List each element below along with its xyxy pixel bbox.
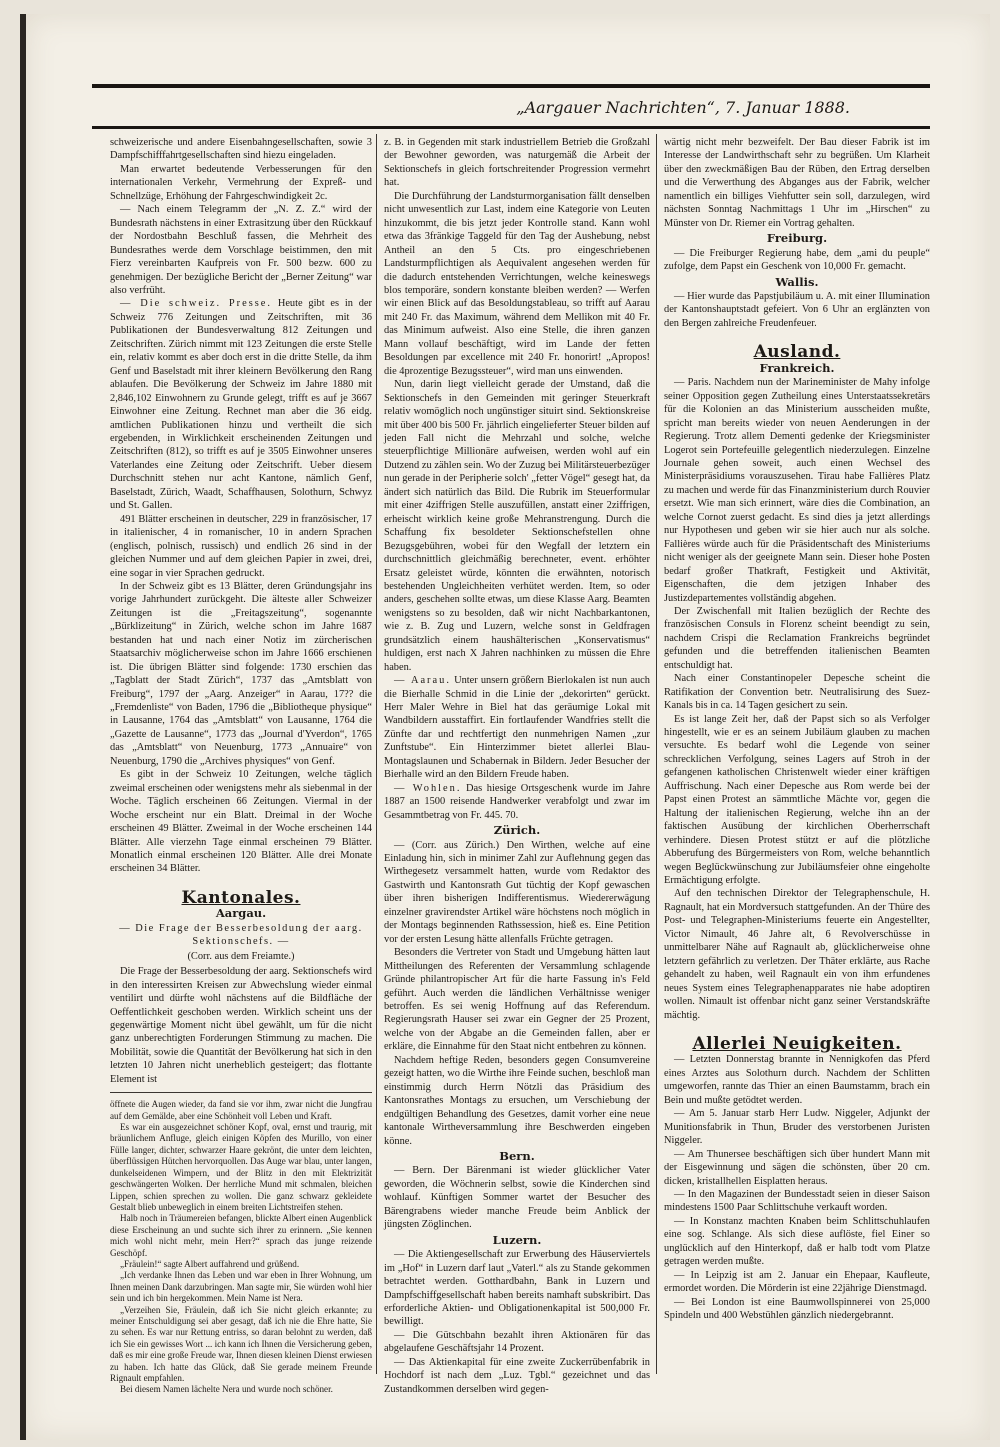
article-paragraph — [384, 674, 650, 782]
article-paragraph: Nach einer Constantinopeler Depesche scheint die Ratifikation der Convention betr. Neutralisirung des Suez-Kanals bis in ca. 14 Tagen gesichert zu sein. — [664, 673, 930, 712]
subheading-luzern: Luzern. — [492, 1232, 542, 1247]
article-paragraph: — In Konstanz machten Knaben beim Schlittschuhlaufen eine sog. Schlange. Als sich diese auflöste, fiel Einer so unglücklich auf den Hinterkopf, daß er halb todt vom Platze getragen werden mußte. — [664, 1215, 930, 1268]
feuilleton-paragraph: öffnete die Augen wieder, da fand sie vor ihm, zwar nicht die Jungfrau auf dem Gemälde, aber eine Schönheit voll Leben und Kraft. — [110, 1099, 372, 1121]
feuilleton-paragraph: Halb noch in Träumereien befangen, blickte Albert einen Augenblick diese Erscheinung an und suchte sich ihrer zu erinnern. „Sie kennen mich wohl nicht mehr, mein Herr?“ sprach das junge reizende Geschöpf. — [110, 1213, 372, 1258]
feuilleton-paragraph: „Ich verdanke Ihnen das Leben und war eben in Ihrer Wohnung, um Ihnen meinen Dank darzubringen. Man sagte mir, Sie würden wohl hier sein und ich bin hergekommen. Mein Name ist Nera. — [110, 1270, 372, 1304]
feuilleton-divider — [110, 1092, 372, 1093]
article-paragraph: Es gibt in der Schweiz 10 Zeitungen, welche täglich zweimal erscheinen oder wenigstens mehr als siebenmal in der Woche. Täglich erscheinen 66 Zeitungen. Viermal in der Woche erscheint nur ein Blatt. Dreimal in der Woche erscheinen 49 Blätter. Zweimal in der Woche erscheinen 144 Blätter. Alle vierzehn Tage einmal erscheinen 79 Blätter. Monatlich einmal erscheinen 120 Blätter. Alle drei Monate erscheinen 34 Blätter. — [110, 769, 372, 875]
column-2 — [384, 136, 650, 1395]
article-paragraph: — Nach einem Telegramm der „N. Z. Z.“ wird der Bundesrath nächstens in einer Extrasitzung über den Rückkauf der Nordostbahn Beschluß fassen, die Mehrheit des Bundesrathes werde dem Vorschlage beistimmen, den mit Fierz vereinbarten Kaufpreis von Fr. 500 bezw. 600 zu genehmigen. Der bezügliche Bericht der „Berner Zeitung“ war also verfrüht. — [110, 204, 372, 296]
masthead-rule-top — [92, 84, 930, 88]
section-heading-neuigkeiten: Allerlei Neuigkeiten. — [692, 1034, 902, 1054]
masthead-title: „Aargauer Nachrichten“, 7. Januar 1888. — [516, 98, 850, 117]
feuilleton-paragraph: „Fräulein!“ sagte Albert auffahrend und grüßend. — [120, 1258, 300, 1269]
article-title: — Die Frage der Besserbesoldung der aarg. Sektionschefs. — — [119, 922, 363, 948]
article-paragraph: — In den Magazinen der Bundesstadt seien in dieser Saison mindestens 1500 Paar Schlittschuhe verkauft worden. — [664, 1188, 930, 1214]
article-text: Unter unsern größern Bierlokalen ist nun auch die Bierhalle Schmid in die Linie der „dekorirten“ gerückt. Herr Maler Wehre in Biel hat das geräumige Lokal mit Wandbildern ausstaffirt. Ein fortlaufender Wandfries stellt die Zünfte dar und rechtfertigt den nunmehrigen Namen „zur Zunftstube“. Ein Hinterzimmer bietet allerlei Blau-Montagslaunen und Schabernak in Bildern. Jeder Besucher der Bierhalle wird an den Bildern Freude haben. — [384, 675, 650, 781]
column-rule-1 — [376, 134, 377, 1374]
masthead-rule-bottom — [92, 126, 930, 129]
article-paragraph: Die Durchführung der Landsturmorganisation fällt denselben nicht unwesentlich zur Last, indem eine Kategorie von Leuten hinzukommt, die bis jetzt jeder Kontrolle stand. Kann wohl etwa das 3fränkige Taggeld für den Tag der Aushebung, nebst Antheil an den 5 Cts. pro eingeschriebenen Landsturmpflichtigen als Aequivalent angesehen werden für die dadurch entstehenden Verrichtungen, welche keineswegs blos temporäre, sondern konstante bleiben werden? — Werfen wir einen Blick auf das Besoldungstableau, so trifft auf Aarau mit 240 Fr. das Maximum, während dem Mellikon mit 40 Fr. das Minimum aufweist. Also eine Stelle, die ihren ganzen Mann vollauf beschäftigt, wird im Lande der fetten Besoldungen par excellence mit 240 Fr. honorirt! „Apropos! die 4prozentige Bezugssteuer“, wird man uns einwenden. — [384, 190, 650, 377]
article-paragraph: — Das Aktienkapital für eine zweite Zuckerrübenfabrik in Hochdorf ist nach dem „Luz. Tgbl.“ gezeichnet und das Zustandkommen derselben wird gegen- — [384, 1356, 650, 1395]
article-paragraph: 491 Blätter erscheinen in deutscher, 229 in französischer, 17 in italienischer, 4 in romanischer, 10 in andern Sprachen (englisch, polnisch, russisch) und endlich 26 sind in der gleichen Nummer und auf dem gleichen Papier in zwei, drei, eine sogar in vier Sprachen gedruckt. — [110, 513, 372, 579]
subheading-wallis: Wallis. — [775, 274, 819, 289]
feuilleton — [110, 1099, 372, 1396]
article-paragraph: — Am 5. Januar starb Herr Ludw. Niggeler, Adjunkt der Munitionsfabrik in Thun, Bruder des verstorbenen Juristen Niggeler. — [664, 1108, 930, 1147]
subheading-frankreich: Frankreich. — [759, 360, 835, 375]
article-paragraph: — Die Freiburger Regierung habe, dem „ami du peuple“ zufolge, dem Papst ein Geschenk von 10,000 Fr. gemacht. — [664, 247, 930, 273]
article-paragraph — [110, 297, 372, 512]
article-paragraph: — Bern. Der Bärenmani ist wieder glücklicher Vater geworden, die Wöchnerin selbst, sowie die Kinderchen sind wohlauf. Künftigen Sommer wartet der Besucher des Bärengrabens wieder manche Freude beim Anblick der jüngsten Zöglinchen. — [384, 1165, 650, 1231]
article-paragraph: — Am Thunersee beschäftigen sich über hundert Mann mit der Eisgewinnung und sägen die schönsten, über 20 cm. dicken, kristallhellen Eisplatten heraus. — [664, 1148, 930, 1187]
article-paragraph: — Letzten Donnerstag brannte in Nennigkofen das Pferd eines Arztes aus Solothurn durch. Nachdem der Schlitten umgeworfen, rannte das Thier an einen Baumstamm, brach ein Bein und mußte getödtet werden. — [664, 1054, 930, 1106]
article-paragraph: — Die Gütschbahn bezahlt ihren Aktionären für das abgelaufene Geschäftsjahr 14 Prozent. — [384, 1329, 650, 1355]
article-lead: — Aarau. — [394, 675, 451, 687]
column-3 — [664, 136, 930, 1376]
article-paragraph: schweizerische und andere Eisenbahngesellschaften, sowie 3 Dampfschifffahrtgesellschaften sind hiezu eingeladen. — [110, 137, 372, 162]
article-paragraph: Auf den technischen Direktor der Telegraphenschule, H. Ragnault, hat ein Mordversuch stattgefunden. An der Thüre des Post- und Telegraphen-Ministeriums feuerte ein Angestellter, Victor Nimault, 46 Jahre alt, 6 Revolverschüsse in unmittelbarer Nähe auf Ragnault ab, glücklicherweise ohne letztern gefährlich zu verletzen. Der Thäter erklärte, aus Rache gehandelt zu haben, weil Ragnault ein von ihm erfundenes neues System eines Telegraphenapparates nie habe adoptiren wollen. Nimault ist offenbar nicht ganz seiner Verstandskräfte mächtig. — [664, 888, 930, 1021]
byline: (Corr. aus dem Freiamte.) — [187, 950, 295, 962]
subheading-zuerich: Zürich. — [493, 823, 541, 838]
article-paragraph: Besonders die Vertreter von Stadt und Umgebung hätten laut Mittheilungen des Referenten der Versammlung schlagende Gründe philantropischer Art für die harte Fassung in's Feld geführt. Auch werden die ländlichen Verhältnisse weniger betroffen. Es sei wenig Hoffnung auf das Referendum. Regierungsrath Hauser sei zwar ein Gegner der 25 Prozent, welche von der Abgabe an die Gemeinden fallen, aber er erkläre, die Einnahme für den Staat nicht entbehren zu können. — [384, 947, 650, 1053]
section-heading-kantonales: Kantonales. — [181, 887, 301, 908]
article-paragraph: z. B. in Gegenden mit stark industriellem Betrieb die Großzahl der Bewohner geworden, was naturgemäß die Arbeit der Sektionschefs in gleich fortschreitender Progression vermehrt hat. — [384, 137, 650, 189]
article-paragraph: Es ist lange Zeit her, daß der Papst sich so als Verfolger hingestellt, wie er es an seinem Jubiläum glauben zu machen versuchte. Es bedarf wohl die Legende von seiner schrecklichen Verfolgung, seines Lagers auf Stroh in der gefangenen katholischen Christenwelt wieder einer kräftigen Auffrischung. Nach einer Depesche aus Rom werde bei der Papst einen Protest an sämmtliche Mächte vor, gegen die Haltung der italienischen Regierung, welche ihn an der faktischen Ausübung der kirchlichen Oberherrschaft verhindere. Diesen Protest stützt er auf die plötzliche Abberufung des Bürgermeisters von Rom, welche behanntlich wegen Beglückwünschung zur Jubiläumsfeier ohne eingeholte Ermächtigung erfolgte. — [664, 713, 930, 887]
article-lead: — Wohlen. — [394, 782, 462, 794]
subheading-bern: Bern. — [499, 1148, 535, 1163]
subheading-freiburg: Freiburg. — [766, 231, 828, 246]
article-paragraph: wärtig nicht mehr bezweifelt. Der Bau dieser Fabrik ist im Interesse der Landwirthschaft sehr zu begrüßen. Um Klarheit über den zweckmäßigen Bau der Rüben, den Ertrag derselben und die Verwerthung des Abganges aus der Fabrik, welcher namentlich ein billiges Viehfutter sein soll, darzulegen, wird nächsten Sonntag Nachmittags 1 Uhr im „Hirschen“ zu Münster von Dr. Riemer ein Vortrag gehalten. — [664, 137, 930, 229]
article-paragraph: — Paris. Nachdem nun der Marineminister de Mahy infolge seiner Opposition gegen Zutheilung eines Unterstaatssekretärs für die Kolonien an das Ministerium ausscheiden mußte, spricht man bereits wieder von neuen Aenderungen in der Regierung. Trotz allem Dementi gedenke der Kriegsminister Logerot sein Portefeuille gelegentlich niederzulegen. Einzelne Journale gehen soweit, auch einen Wechsel des Ministerpräsidiums vorauszusehen. Tirau habe Fallières Platz zu machen und werde für das Finanzministerium durch Rouvier ersetzt. Wie man sich erinnert, wäre dies die Combination, an welche Cornot zuerst gedacht. Es sind dies ja jetzt allerdings nur Hypothesen und geben wir sie hier auch nur als solche. Fallières würde auch für die Präsidentschaft des Ministeriums nicht weniger als der geeignete Mann sein. Dieser hohe Posten bedarf großer Thatkraft, Festigkeit und Aktivität, Eigenschaften, die dem jetzigen Inhaber des Justizdepartementes vollständig abgehen. — [664, 377, 930, 604]
article-paragraph: Der Zwischenfall mit Italien bezüglich der Rechte des französischen Consuls in Florenz scheint beendigt zu sein, nachdem Crispi die Reclamation Frankreichs begründet gefunden und die betreffenden italienischen Beamten entschuldigt hat. — [664, 605, 930, 671]
article-paragraph: Nachdem heftige Reden, besonders gegen Consumvereine gezeigt hatten, wo die Wirthe ihre Feinde suchen, beschloß man einstimmig durch Herrn Nötzli das Präsidium des Kantonsrathes Montags zu ersuchen, um Verschiebung der endgültigen Behandlung des Gesetzes, damit vorher eine neue kantonale Wirtheversammlung ihre Beschwerden eingeben könne. — [384, 1054, 650, 1147]
article-text: Das hiesige Ortsgeschenk wurde im Jahre 1887 an 1500 reisende Handwerker verabfolgt und zwar im Gesammtbetrag von Fr. 445. 70. — [384, 782, 650, 821]
subheading-aargau: Aargau. — [215, 906, 267, 921]
feuilleton-paragraph: Es war ein ausgezeichnet schöner Kopf, oval, ernst und traurig, mit bräunlichem Anfluge, gleich einigen Köpfen des Murillo, von einer Fülle langer, dichter, schwarzer Haare gekrönt, die unter dem leichten, überflüssigen Hütchen hervorquollen. Das Auge war blau, unter langen, dunkelseidenen Wimpern, und der Blitz in den mit Elektrizität geschwängerten Wolken. Der herrliche Mund mit schmalen, bleichen Lippen, schien sprechen zu wollen. Die ganz schwarz gekleidete Gestalt blieb unbeweglich in einem breiten Lichtstreifen stehen. — [110, 1122, 372, 1212]
article-lead: — Die schweiz. Presse. — [120, 298, 273, 310]
column-1 — [110, 136, 372, 1395]
article-paragraph: — In Leipzig ist am 2. Januar ein Ehepaar, Kaufleute, ermordet worden. Die Mörderin ist eine 22jährige Dienstmagd. — [664, 1269, 930, 1295]
article-paragraph: Nun, darin liegt vielleicht gerade der Umstand, daß die Sektionschefs in den Gemeinden mit geringer Steuerkraft relativ womöglich noch ungünstiger situirt sind. Sektionskreise mit über 400 bis 500 Fr. jährlich eingelieferter Steuer bilden auf jeden Fall nicht die Mehrzahl und solche, welche steuerpflichtige Millionäre aufweisen, werden wohl auf ein Dutzend zu zählen sein. Wo der Zuzug bei Militärsteuerbezüger nun gerade in der Peripherie solch' „fetter Vögel“ gesegt hat, da ändert sich natürlich das Bild. Die Rubrik im Steuerformular mit einer 4ziffrigen Stelle auszufüllen, anstatt einer 2ziffrigen, erheischt wirklich keine große Mehranstrengung. Durch die Schaffung fix besoldeter Sektionschefstellen ohne Bezugsgebühren, wobei für den Wegfall der letztern ein durchschnittlich gleichmäßig berechneter, event. erhöhter Ersatz geleistet würde, könnten die erwähnten, notorisch bestehenden Ungleichheiten verhütet werden. Item, so oder anders, geschehen sollte etwas, um diese Klasse Aarg. Beamten wenigstens so zu besolden, daß wir nicht Nachbarkantonen, wie z. B. Zug und Luzern, welche sonst in Geldfragen grundsätzlich einem haushälterischen „Konservatismus“ huldigen, erst nach X Jahren nachhinken zu müssen die Ehre haben. — [384, 379, 650, 673]
column-rule-2 — [656, 134, 657, 1374]
article-text: Heute gibt es in der Schweiz 776 Zeitungen und Zeitschriften, mit 36 Publikationen der Bundesverwaltung 812 Zeitungen und Zeitschriften. Zürich nimmt mit 123 Zeitungen die erste Stelle ein, relativ kommt es aber doch erst in die dritte Stelle, da ihm Genf und Baselstadt mit ihrer kleinern Bevölkerung den Rang ablaufen. Die Bevölkerung der Schweiz im Jahre 1880 mit 2,846,102 Einwohnern zu Grunde gelegt, trifft es auf je 3667 Einwohner eine Zeitung. Rechnet man aber die 36 eidg. amtlichen Publikationen hinzu und vertheilt die sich ergebenden, in Wirklichkeit erscheinenden Zeitungen und Zeitschriften (812), so trifft es auf je 3505 Einwohner unseres Vaterlandes eine Zeitung oder Zeitschrift. Ueber diesem Durchschnitt stehen nur acht Kantone, nämlich Genf, Baselstadt, Zürich, Waadt, Schaffhausen, Solothurn, Schwyz und St. Gallen. — [110, 298, 372, 512]
section-heading-ausland: Ausland. — [753, 342, 841, 363]
article-paragraph: — (Corr. aus Zürich.) Den Wirthen, welche auf eine Einladung hin, sich in minimer Zahl zur Auflehnung gegen das Wirthegesetz versammelt hatten, wurde vom Redaktor des Gastwirth und Kantonsrath Gut tüchtig der Kopf gewaschen über ihren bisherigen Indifferentismus. Wiedererwägung einzelner gravirendster Artikel wäre höchstens noch möglich in der Montags beginnenden Rathssession, hieß es. Eine Petition vor der ersten Lesung hätte allenfalls Früchte getragen. — [384, 839, 650, 945]
feuilleton-paragraph: „Verzeihen Sie, Fräulein, daß ich Sie nicht gleich erkannte; zu meiner Entschuldigung sei aber gesagt, daß ich nie die Ehre hatte, Sie zu sehen. Es war nur Rettung entriss, so daran belohnt zu werden, daß ich Sie ein gewisses Wort ... ich kann ich Ihnen die Versicherung geben, daß es mir eine große Freude war, Ihnen diesen kleinen Dienst erwiesen zu haben. Ich hatte das Glück, daß Sie gerade meinem Freunde Rignault empfahlen. — [110, 1304, 372, 1384]
article-paragraph: Die Frage der Besserbesoldung der aarg. Sektionschefs wird in den interessirten Kreisen zur Abwechslung wieder einmal ventilirt und dürfte wohl nächstens auf die Bildfläche der Oeffentlichkeit geschoben werden. Wirklich scheint uns der gegenwärtige Moment nicht übel gewählt, um für die nicht ganz unberechtigten Forderungen Stimmung zu machen. Die Mobilität, sowie die Quantität der Bevölkerung hat sich in den letzten 10 Jahren nicht unerheblich gesteigert; das flottante Element ist — [110, 966, 372, 1085]
article-paragraph: In der Schweiz gibt es 13 Blätter, deren Gründungsjahr ins vorige Jahrhundert zurückgeht. Die älteste aller Schweizer Zeitungen ist die „Freitagszeitung“, sogenannte „Bürklizeitung“ in Zürich, welche schon im Jahre 1687 bestanden hat und nach einer Notiz im zürcherischen Staatsarchiv möglicherweise schon im Jahre 1666 erschienen ist. Die übrigen Blätter sind folgende: 1730 erschien das „Tagblatt der Stadt Zürich“, 1737 das „Amtsblatt von Freiburg“, 1797 der „Aarg. Anzeiger“ in Aarau, 17?? die „Fremdenliste“ von Baden, 1796 die „Bibliotheque physique“ in Lausanne, 1764 das „Amtsblatt“ von Lausanne, 1764 die „Gazette de Lausanne“, 1773 das „Journal d'Yverdon“, 1765 das „Amtsblatt“ von Neuenburg, 1773 „Annuaire“ von Neuenburg, 1790 die „Archives physiques“ von Genf. — [110, 580, 372, 767]
article-paragraph: Man erwartet bedeutende Verbesserungen für den internationalen Verkehr, Vermehrung der Expreß- und Schnellzüge, Erhöhung der Fahrgeschwindigkeit 2c. — [110, 163, 372, 202]
article-paragraph — [384, 782, 650, 822]
masthead — [92, 90, 930, 124]
feuilleton-paragraph: Bei diesem Namen lächelte Nera und wurde noch schöner. — [120, 1384, 333, 1395]
article-paragraph: — Die Aktiengesellschaft zur Erwerbung des Häuserviertels im „Hof“ in Luzern darf laut „Vaterl.“ als zu Stande gekommen betrachtet werden. Gotthardbahn, Bank in Luzern und Dampfschiffgesellschaft haben bereits namhaft subskribirt. Das erforderliche Aktien- und Obligationenkapital ist 500,000 Fr. bewilligt. — [384, 1249, 650, 1328]
article-paragraph: — Bei London ist eine Baumwollspinnerei von 25,000 Spindeln und 400 Webstühlen gänzlich niedergebrannt. — [664, 1296, 930, 1322]
article-paragraph: — Hier wurde das Papstjubiläum u. A. mit einer Illumination der Kantonshauptstadt gefeiert. Von 6 Uhr an erglänzten von den Bergen zahlreiche Freudenfeuer. — [664, 290, 930, 329]
